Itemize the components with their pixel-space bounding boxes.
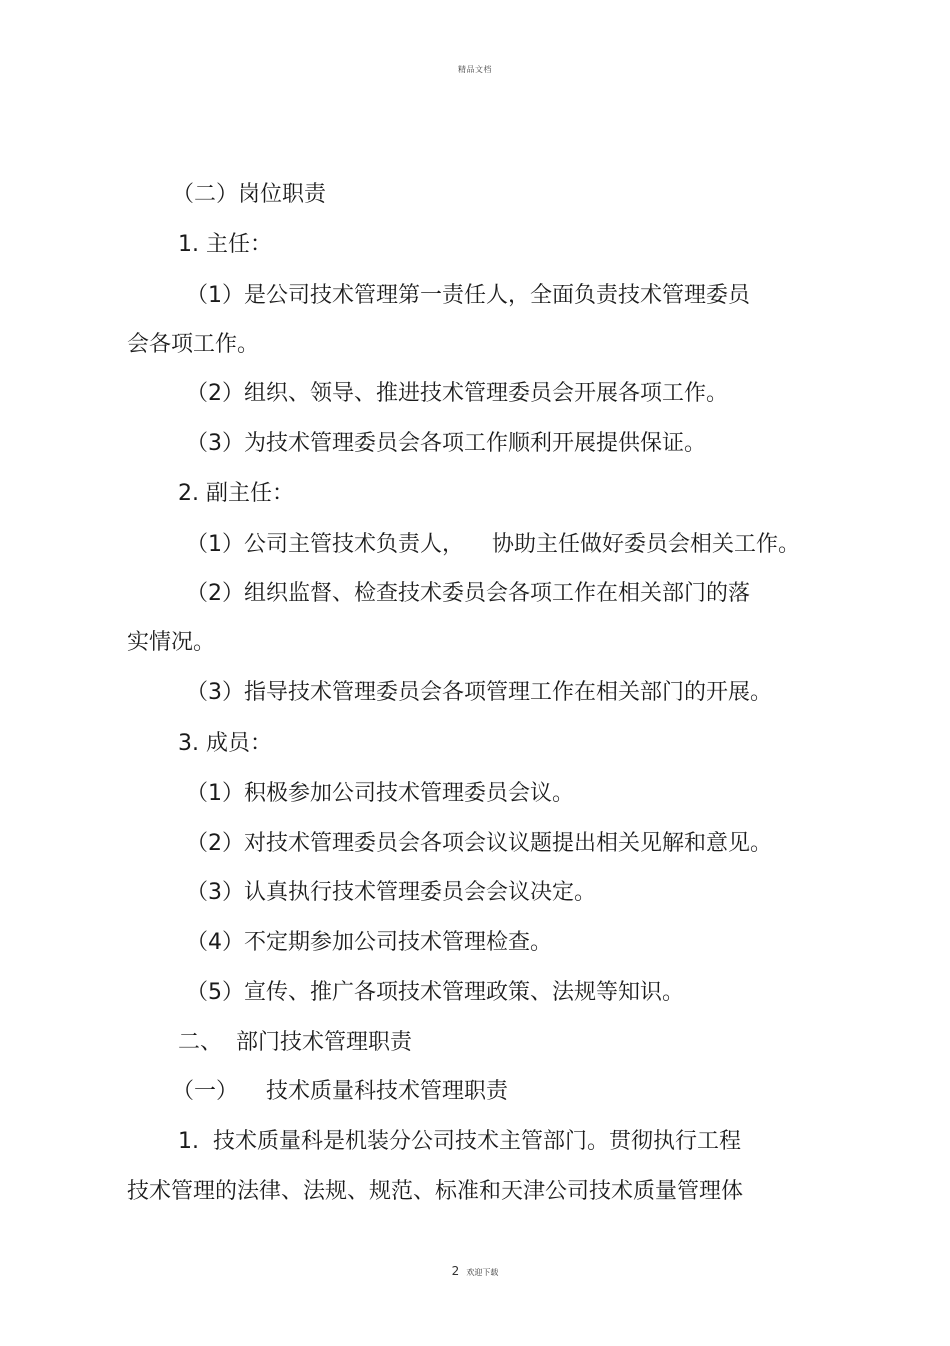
director-duty-3: （3）为技术管理委员会各项工作顺利开展提供保证。 <box>186 431 706 456</box>
subsection-heading-tech-quality: （一） 技术质量科技术管理职责 <box>172 1079 508 1104</box>
section-heading-job-duties: （二）岗位职责 <box>172 182 327 207</box>
section-heading-dept-duties: 二、 部门技术管理职责 <box>178 1030 412 1055</box>
member-duty-5: （5）宣传、推广各项技术管理政策、法规等知识。 <box>186 980 684 1005</box>
member-duty-1: （1）积极参加公司技术管理委员会议。 <box>186 781 574 806</box>
page-number: 2 <box>451 1264 460 1278</box>
deputy-duty-3: （3）指导技术管理委员会各项管理工作在相关部门的开展。 <box>186 680 772 705</box>
item-members: 3. 成员： <box>178 731 272 756</box>
deputy-duty-1: （1）公司主管技术负责人， 协助主任做好委员会相关工作。 <box>186 532 800 557</box>
item-deputy-director: 2. 副主任： <box>178 481 294 506</box>
director-duty-1: （1）是公司技术管理第一责任人，全面负责技术管理委员 <box>186 283 750 308</box>
member-duty-3: （3）认真执行技术管理委员会会议决定。 <box>186 880 596 905</box>
director-duty-2: （2）组织、领导、推进技术管理委员会开展各项工作。 <box>186 381 728 406</box>
tech-quality-paragraph-1: 1. 技术质量科是机装分公司技术主管部门。贯彻执行工程 <box>178 1129 741 1154</box>
page-header: 精品文档 <box>458 65 492 74</box>
member-duty-4: （4）不定期参加公司技术管理检查。 <box>186 930 552 955</box>
item-director: 1. 主任： <box>178 232 272 257</box>
deputy-duty-2: （2）组织监督、检查技术委员会各项工作在相关部门的落 <box>186 581 750 606</box>
tech-quality-paragraph-1-cont: 技术管理的法律、法规、规范、标准和天津公司技术质量管理体 <box>127 1179 744 1204</box>
footer-note: 欢迎下载 <box>466 1268 499 1277</box>
director-duty-1-cont: 会各项工作。 <box>127 332 260 357</box>
deputy-duty-2-cont: 实情况。 <box>127 630 216 655</box>
member-duty-2: （2）对技术管理委员会各项会议议题提出相关见解和意见。 <box>186 831 772 856</box>
page-footer <box>0 1260 950 1279</box>
